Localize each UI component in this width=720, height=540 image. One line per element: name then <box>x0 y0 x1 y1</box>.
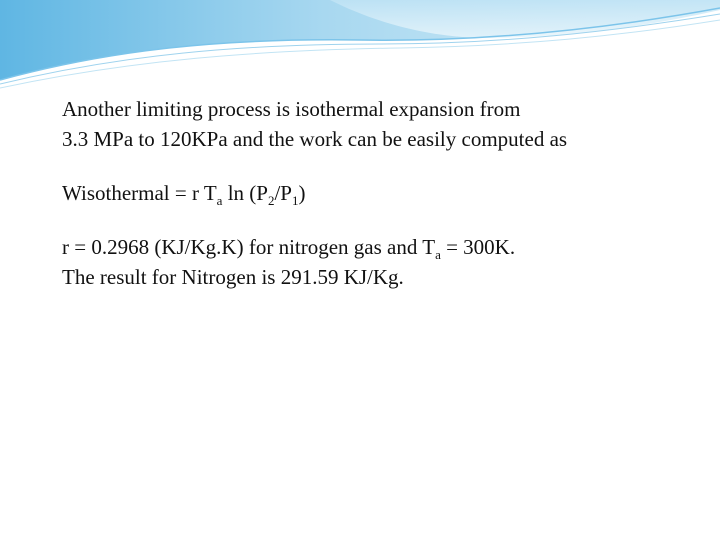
result-line-2: The result for Nitrogen is 291.59 KJ/Kg. <box>62 265 404 289</box>
result-line-1 <box>62 232 702 262</box>
formula-subscript-2: 2 <box>267 193 275 208</box>
work-formula <box>62 178 702 208</box>
formula-close-paren: ) <box>298 181 306 205</box>
formula-subscript-a: a <box>216 193 223 208</box>
intro-paragraph <box>62 94 702 154</box>
result-paragraph <box>62 232 702 292</box>
result-line-1-start: r = 0.2968 (KJ/Kg.K) for nitrogen gas and T <box>62 235 436 259</box>
formula-slash-part: /P <box>274 181 292 205</box>
result-line-1-end: = 300K. <box>440 235 516 259</box>
intro-line-2: 3.3 MPa to 120KPa and the work can be easily computed as <box>62 127 568 151</box>
formula-lhs: Wisothermal = r T <box>62 181 217 205</box>
header-wave-decoration <box>0 0 720 90</box>
slide-body <box>62 94 702 292</box>
result-subscript-a: a <box>435 247 441 262</box>
intro-line-1: Another limiting process is isothermal expansion from <box>62 97 521 121</box>
formula-subscript-1: 1 <box>291 193 299 208</box>
formula-ln-part: ln (P <box>222 181 268 205</box>
